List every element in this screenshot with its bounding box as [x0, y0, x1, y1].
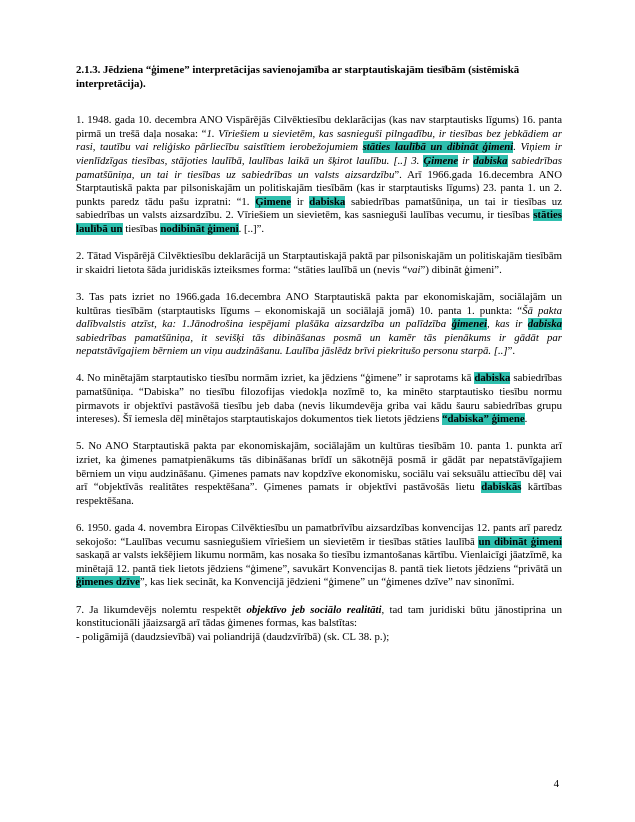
highlighted-text-run: dabiska [474, 372, 511, 385]
document-paragraphs [76, 114, 562, 644]
text-run: ”. [507, 345, 516, 358]
text-run: tiesības [122, 222, 161, 235]
text-run: . Viņiem ir vienlīdzīgas tiesības, stājoties laulībā, laulības laikā un šķirot laulību. [..] 3. [76, 141, 562, 167]
paragraph [76, 440, 562, 508]
text-run: ”. Arī 1966.gada 16.decembra ANO Starptautiskā pakta par pilsoniskajām un politiskajām tiesībām (kas ir starptautisks līgums) 23. panta 1. un 2. punkts paredz tādu pašu izpratni: “1. [76, 168, 562, 208]
paragraph [76, 522, 562, 590]
text-run: objektīvo jeb sociālo realitāti [246, 603, 382, 616]
highlighted-text-run: dabiska [309, 195, 346, 208]
text-run: ”) dibināt ģimeni”. [420, 263, 502, 276]
text-run: vai [407, 263, 421, 276]
text-run: Šā pakta dalībvalstis atzīst, ka: 1.Jānodrošina iespējami plašāka aizsardzība un palīdzība [76, 304, 562, 331]
highlighted-text-run: Ģimene [423, 154, 459, 167]
text-run: sabiedrības pamatšūniņa, un tai ir tiesības uz sabiedrības un valsts aizsardzību [76, 154, 563, 181]
text-run: 5. No ANO Starptautiskā pakta par ekonomiskajām, sociālajām un kultūras tiesībām 10. panta 1. punkta arī izriet, ka ģimenes pamatpienākums tās dibināšanas brīdī un sākotnējā posmā ir gādāt par nepatstāvīgajiem bērniem un viņu audzināšanu. Ģimenes pamats nav kopdzīve ekonomisku, sociālu vai seksuālu attiecību dēļ vai arī “objektīvās realitātes respektēšana”. Ģimenes pamats ir objektīvi pastāvošās lietu [76, 440, 562, 494]
paragraph [76, 114, 562, 236]
text-run: 1. 1948. gada 10. decembra ANO Vispārējās Cilvēktiesību deklarācijas (kas nav starptautisks līgums) 16. panta pirmā un trešā daļa nosaka: “ [76, 114, 562, 140]
highlighted-text-run: dabiska [527, 318, 562, 331]
paragraph [76, 372, 562, 426]
document-content [76, 64, 562, 658]
highlighted-text-run: stāties laulībā un dibināt ģimeni [362, 141, 514, 154]
highlighted-text-run: un dibināt ģimeni [478, 535, 562, 548]
text-run: 4. No minētajām starptautisko tiesību normām izriet, ka jēdziens “ģimene” ir saprotams kā [76, 372, 475, 385]
highlighted-text-run: ģimenei [451, 318, 487, 331]
text-run: 1. Vīriešiem u sievietēm, kas sasnieguši pilngadību, ir tiesības bez jebkādiem ar rasi, tautību vai reliģisko pārliecību saistītiem ierobežojumiem [76, 127, 562, 154]
highlighted-text-run: Ģimene [255, 195, 292, 208]
text-run: - poligāmijā (daudzsievībā) vai poliandrijā (daudzvīrībā) (sk. CL 38. p.); [76, 630, 390, 643]
text-run: ir [458, 154, 474, 167]
text-run: 3. Tas pats izriet no 1966.gada 16.decembra ANO Starptautiskā pakta par ekonomiskajām, sociālajām un kultūras tiesībām (starptautisks līgums – ekonomiskajā un sociālajā jomā) 10. panta 1. punkta: “ [76, 290, 562, 317]
text-run: . [..]”. [238, 222, 265, 235]
paragraph [76, 250, 562, 277]
highlighted-text-run: dabiskās [481, 481, 522, 494]
text-run: sabiedrības pamatšūniņa, un tai ir tiesības uz sabiedrības un valsts aizsardzību. 2. Vīriešiem un sievietēm, kas sasnieguši laulības vecumu, ir tiesības [76, 195, 562, 222]
paragraph [76, 604, 562, 645]
text-run: 7. Ja likumdevējs nolemtu respektēt [76, 603, 247, 616]
text-run: 2. Tātad Vispārējā Cilvēktiesību deklarācijā un Starptautiskajā paktā par pilsoniskajām un politiskajām tiesībām ir skaidri lietota šāda juridiskās izteiksmes forma: “stāties laulībā un (nevis “ [76, 250, 562, 276]
text-run: ”, kas liek secināt, ka Konvencijā jēdzieni “ģimene” un “ģimenes dzīve” nav sinonīmi. [139, 576, 515, 589]
text-run: sabiedrības pamatšūniņa. “Dabiska” no tiesību filozofijas viedokļa nozīmē to, ka minēto starptautisko tiesību normu pirmavots ir objektīvi pastāvošā tiesību jeb daba (nevis likumdevēja griba vai kādu šauru sabiedrības grupu intereses). Šī iemesla dēļ minētajos starptautiskajos dokumentos tiek lietots jēdziens [76, 372, 562, 426]
text-run: , tad tam juridiski būtu jānostiprina un konstitucionāli jāaizsargā arī tādas ģimenes formas, kas balstītas: [76, 603, 562, 630]
highlighted-text-run: dabiska [473, 154, 508, 167]
highlighted-text-run: stāties laulībā un [76, 209, 562, 235]
text-run: kārtības respektēšana. [76, 481, 562, 507]
paragraph [76, 291, 562, 359]
highlighted-text-run: ģimenes dzīve [76, 576, 140, 589]
section-heading: 2.1.3. Jēdziena “ģimene” interpretācijas savienojamība ar starptautiskajām tiesībām (sistēmiskā interpretācija). [76, 64, 520, 90]
text-run: , kas ir [487, 318, 528, 331]
text-run: ir [291, 195, 310, 208]
highlighted-text-run: nodibināt ģimeni [160, 222, 239, 235]
highlighted-text-run: “dabiska” ģimene [442, 413, 525, 426]
page-number: 4 [553, 778, 559, 791]
text-run: saskaņā ar valsts iekšējiem likumu normām, kas nosaka šo tiesību izmantošanas kārtību. Vienlaicīgi jāatzīmē, ka minētajā 12. pantā tiek lietots jēdziens “ģimene”, savukārt Konvencijas 8. pantā tiek lietots jēdziens “privātā un [76, 549, 562, 575]
text-run: sabiedrības pamatšūniņa, it sevišķi tās dibināšanas posmā un kamēr tās pienākums ir gādāt par nepatstāvīgajiem bērniem un viņu audzināšanu. Laulība jāslēdz brīvi piekritušo personu starpā. [..] [76, 331, 562, 358]
text-run: 6. 1950. gada 4. novembra Eiropas Cilvēktiesību un pamatbrīvību aizsardzības konvencijas 12. pants arī paredz sekojošo: “Laulības vecumu sasniegušiem vīriešiem un sievietēm ir tiesības stāties laulībā [76, 522, 562, 548]
text-run: . [524, 413, 528, 426]
